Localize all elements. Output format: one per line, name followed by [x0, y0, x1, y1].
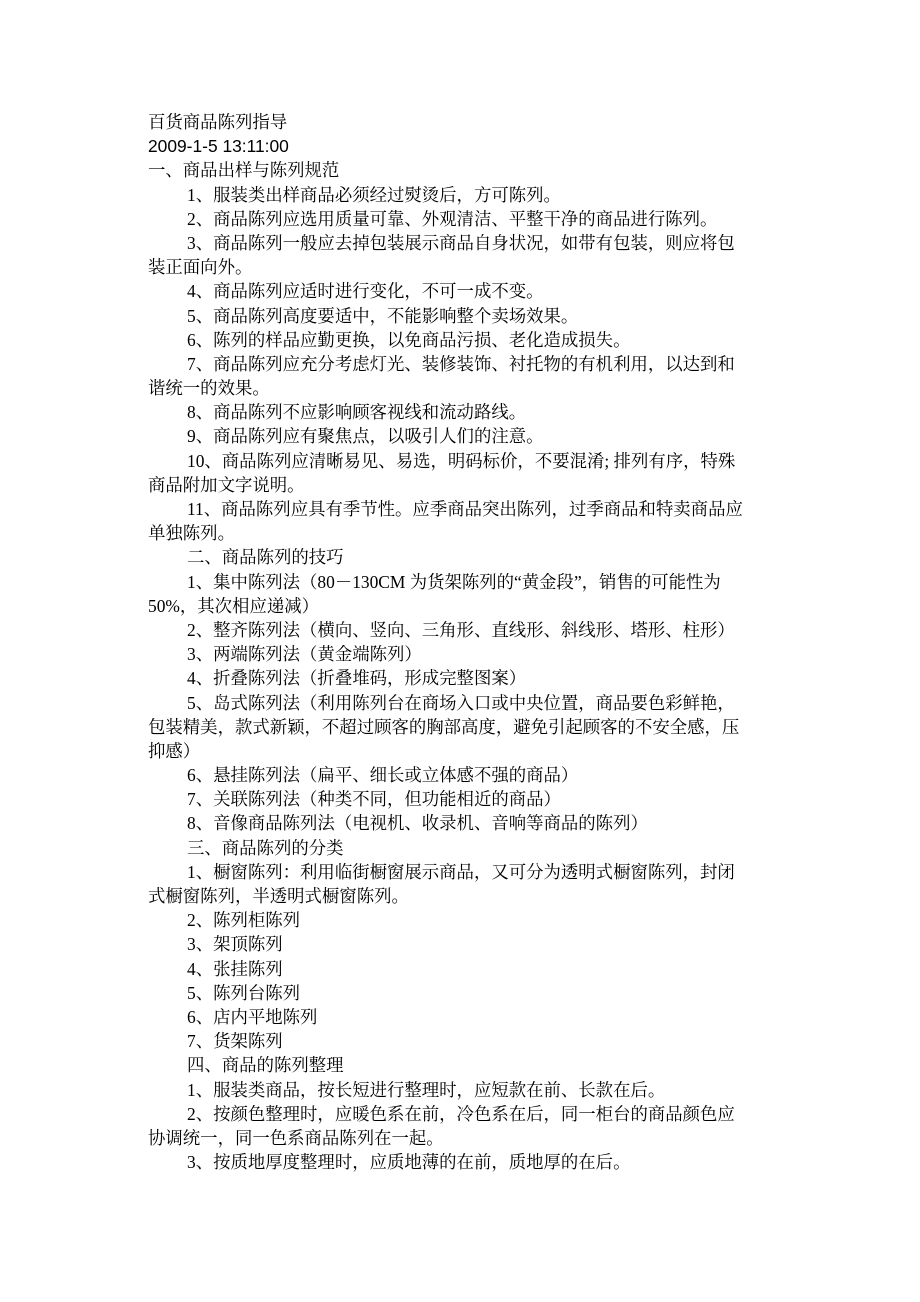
text-line: 5、商品陈列高度要适中，不能影响整个卖场效果。 [187, 305, 579, 326]
text-line: 式橱窗陈列，半透明式橱窗陈列。 [148, 886, 409, 906]
text-line: 3、两端陈列法（黄金端陈列） [187, 644, 422, 665]
text-line: 10、商品陈列应清晰易见、易选，明码标价，不要混淆; 排列有序，特殊 [187, 450, 736, 471]
text-line: 8、音像商品陈列法（电视机、收录机、音响等商品的陈列） [187, 813, 648, 834]
text-line: 11、商品陈列应具有季节性。应季商品突出陈列，过季商品和特卖商品应 [187, 499, 743, 519]
text-line: 一、商品出样与陈列规范 [148, 160, 340, 181]
text-line: 5、岛式陈列法（利用陈列台在商场入口或中央位置，商品要色彩鲜艳， [187, 692, 735, 713]
text-line: 3、架顶陈列 [187, 934, 283, 955]
text-line: 6、店内平地陈列 [187, 1006, 318, 1027]
text-line: 包装精美，款式新颖，不超过顾客的胸部高度，避免引起顾客的不安全感，压 [148, 716, 740, 737]
text-line: 4、张挂陈列 [187, 958, 283, 979]
text-line: 装正面向外。 [148, 257, 253, 278]
text-line: 1、橱窗陈列：利用临街橱窗展示商品，又可分为透明式橱窗陈列，封闭 [187, 861, 735, 882]
text-line: 1、集中陈列法（80－130CM 为货架陈列的“黄金段”，销售的可能性为 [187, 571, 721, 592]
text-line: 四、商品的陈列整理 [187, 1055, 344, 1076]
text-line: 2、按颜色整理时，应暖色系在前，冷色系在后，同一柜台的商品颜色应 [187, 1103, 735, 1124]
text-line: 单独陈列。 [148, 523, 235, 544]
text-line: 7、关联陈列法（种类不同，但功能相近的商品） [187, 789, 561, 810]
text-line: 50%，其次相应递减） [148, 595, 320, 616]
text-line: 三、商品陈列的分类 [187, 837, 344, 858]
text-line: 3、商品陈列一般应去掉包装展示商品自身状况，如带有包装，则应将包 [187, 232, 735, 253]
text-line: 4、折叠陈列法（折叠堆码，形成完整图案） [187, 668, 527, 689]
text-line: 8、商品陈列不应影响顾客视线和流动路线。 [187, 402, 527, 423]
text-line: 4、商品陈列应适时进行变化，不可一成不变。 [187, 281, 544, 302]
text-line: 协调统一，同一色系商品陈列在一起。 [148, 1127, 444, 1148]
document-title: 百货商品陈列指导 [148, 112, 288, 132]
text-line: 2、整齐陈列法（横向、竖向、三角形、直线形、斜线形、塔形、柱形） [187, 619, 735, 640]
text-line: 2、陈列柜陈列 [187, 910, 301, 931]
text-line: 7、商品陈列应充分考虑灯光、装修装饰、衬托物的有机利用，以达到和 [187, 353, 735, 374]
text-line: 抑感） [148, 740, 201, 761]
text-line: 1、服装类出样商品必须经过熨烫后，方可陈列。 [187, 184, 561, 205]
text-line: 谐统一的效果。 [148, 378, 270, 399]
text-line: 3、按质地厚度整理时，应质地薄的在前，质地厚的在后。 [187, 1152, 631, 1173]
text-line: 5、陈列台陈列 [187, 982, 301, 1003]
text-line: 商品附加文字说明。 [148, 474, 305, 495]
text-line: 7、货架陈列 [187, 1031, 283, 1052]
document-paragraphs [148, 158, 778, 1174]
document-body [148, 110, 778, 1174]
document-date: 2009-1-5 13:11:00 [148, 136, 289, 157]
text-line: 二、商品陈列的技巧 [187, 547, 344, 568]
text-line: 6、陈列的样品应勤更换，以免商品污损、老化造成损失。 [187, 329, 631, 350]
text-line: 2、商品陈列应选用质量可靠、外观清洁、平整干净的商品进行陈列。 [187, 208, 718, 229]
text-line: 6、悬挂陈列法（扁平、细长或立体感不强的商品） [187, 765, 579, 786]
text-line: 1、服装类商品，按长短进行整理时，应短款在前、长款在后。 [187, 1079, 666, 1100]
text-line: 9、商品陈列应有聚焦点，以吸引人们的注意。 [187, 426, 544, 447]
